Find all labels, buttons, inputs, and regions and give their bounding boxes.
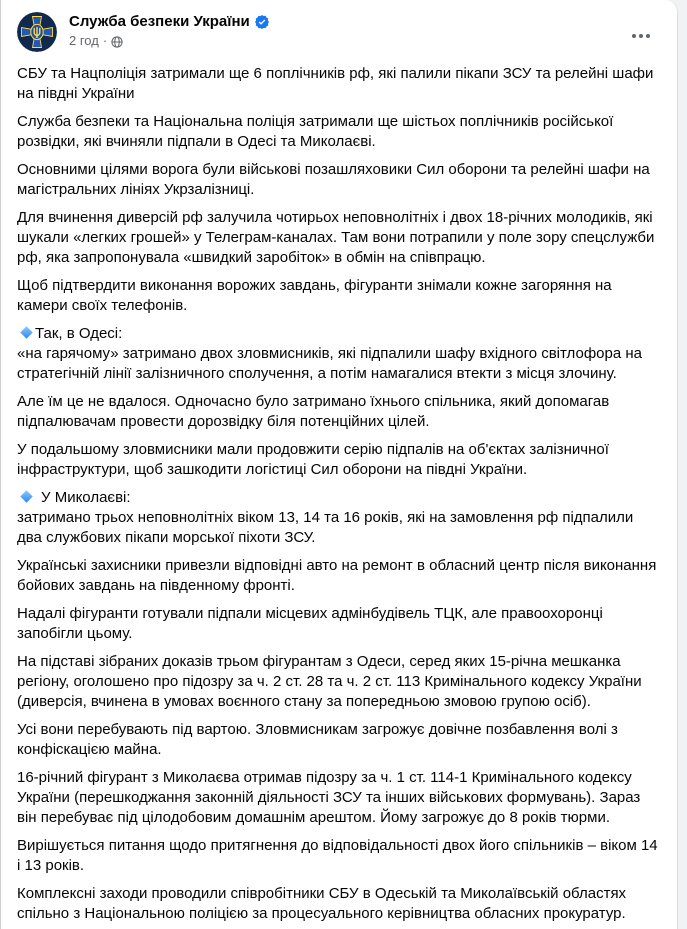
audience-globe-icon xyxy=(111,36,123,48)
post-paragraph: Усі вони перебувають під вартою. Зловмисникам загрожує довічне позбавлення волі з конфіскацією майна. xyxy=(17,721,618,758)
header-texts xyxy=(69,12,269,49)
ellipsis-dot xyxy=(646,34,650,38)
blue-diamond-icon xyxy=(20,490,33,503)
post-paragraph: 16-річний фігурант з Миколаєва отримав підозру за ч. 1 ст. 114-1 Кримінального кодексу України (перешкоджання законній діяльності ЗСУ та інших військових формувань). Зараз він перебуває під цілодобовим домашнім арештом. Йому загрожує до 8 років тюрми. xyxy=(17,769,641,826)
page-name-link[interactable]: Служба безпеки України xyxy=(69,13,250,30)
post-paragraph: На підставі зібраних доказів трьом фігурантам з Одеси, серед яких 15-річна мешканка регіону, оголошено про підозру за ч. 2 ст. 28 та ч. 2 ст. 113 Кримінального кодексу України (диверсія, вчинена в умовах воєнного стану за попередньою змовою групою осіб). xyxy=(17,653,642,710)
post-paragraph: У Миколаєві: затримано трьох неповнолітніх віком 13, 14 та 16 років, які на замовлення рф підпалили два службових пікапи морської піхоти ЗСУ. xyxy=(17,489,634,546)
post-paragraph: Так, в Одесі: «на гарячому» затримано двох зловмисників, які підпалили шафу вхідного світлофора на стратегічній лінії залізничного сполучення, а потім намагалися втекти з місця злочину. xyxy=(17,325,642,382)
sbu-emblem-icon xyxy=(17,12,57,52)
post-paragraph: Вирішується питання щодо притягнення до відповідальності двох його спільників – віком 14 і 13 років. xyxy=(17,837,658,874)
post-paragraph: Щоб підтвердити виконання ворожих завдань, фігуранти знімали кожне загоряння на камери своїх телефонів. xyxy=(17,277,612,314)
post-paragraph: Українські захисники привезли відповідні авто на ремонт в обласний центр після виконання бойових завдань на південному фронті. xyxy=(17,557,657,594)
post-paragraph: Надалі фігуранти готували підпали місцевих адмінбудівель ТЦК, але правоохоронці запобігли цьому. xyxy=(17,605,603,642)
bullet-heading: Так, в Одесі: xyxy=(35,325,123,342)
meta-separator: · xyxy=(102,33,108,48)
name-row xyxy=(69,12,269,31)
post-paragraph: Служба безпеки та Національна поліція затримали ще шістьох поплічників російської розвідки, які вчиняли підпали в Одесі та Миколаєві. xyxy=(17,113,614,150)
post-header xyxy=(1,0,677,52)
post-paragraph: У подальшому зловмисники мали продовжити серію підпалів на об'єктах залізничної інфраструктури, щоб зашкодити логістиці Сил оборони на півдні України. xyxy=(17,441,609,478)
post-body xyxy=(1,52,677,929)
verified-badge-icon xyxy=(255,15,269,29)
post-options-button[interactable] xyxy=(623,20,659,52)
post-paragraph: Але їм це не вдалося. Одночасно було затримано їхнього спільника, який допомагав підпалювачам провести дорозвідку біля потенційних цілей. xyxy=(17,393,610,430)
ellipsis-dot xyxy=(632,34,636,38)
post-paragraph: СБУ та Нацполіція затримали ще 6 поплічників рф, які палили пікапи ЗСУ та релейні шафи на півдні України xyxy=(17,65,654,102)
avatar[interactable] xyxy=(17,12,57,52)
post-timestamp[interactable]: 2 год xyxy=(69,33,99,48)
blue-diamond-icon xyxy=(20,326,33,339)
post-paragraph: Для вчинення диверсій рф залучила чотирьох неповнолітніх і двох 18-річних молодиків, які шукали «легких грошей» у Телеграм-каналах. Там вони потрапили у поле зору спецслужби рф, яка запропонувала «швидкий заробіток» в обмін на співпрацю. xyxy=(17,209,655,266)
post-paragraph: Основними цілями ворога були військові позашляховики Сил оборони та релейні шафи на магістральних лініях Укрзалізниці. xyxy=(17,161,650,198)
bullet-heading: У Миколаєві: xyxy=(41,489,131,506)
post-paragraph: Комплексні заходи проводили співробітники СБУ в Одеській та Миколаївській областях спільно з Національною поліцією за процесуального керівництва обласних прокуратур. xyxy=(17,885,627,922)
ellipsis-dot xyxy=(639,34,643,38)
post-meta xyxy=(69,33,269,49)
